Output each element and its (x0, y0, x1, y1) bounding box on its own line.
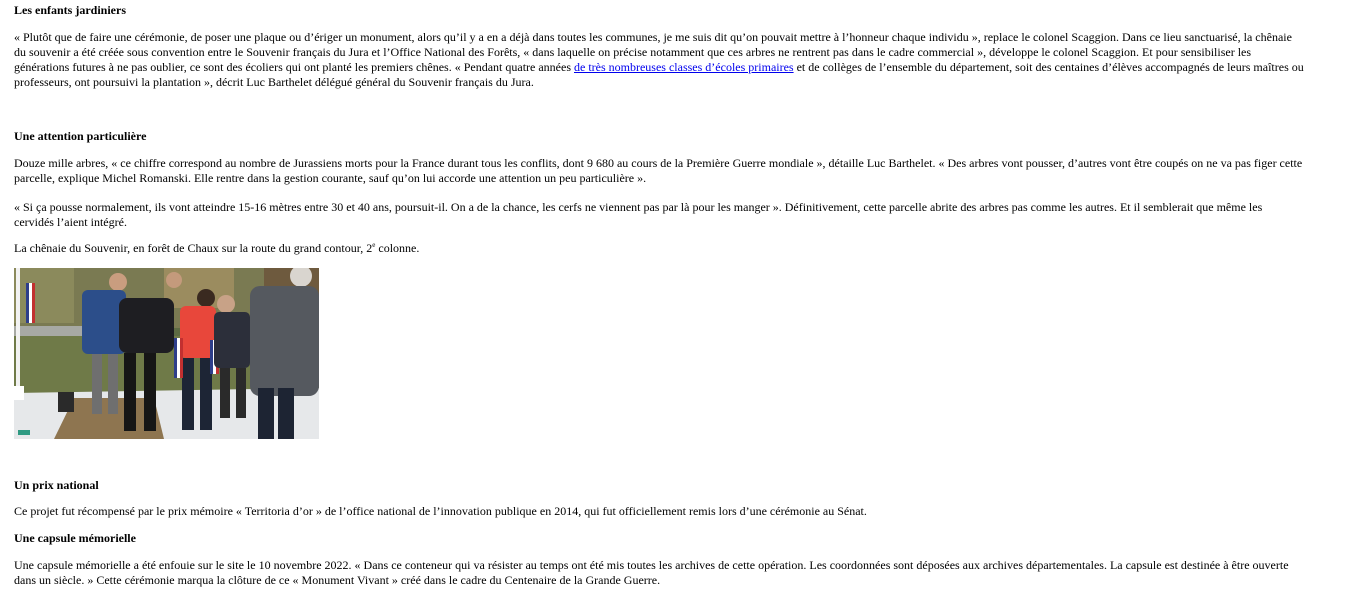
paragraph-attention-2: « Si ça pousse normalement, ils vont atteindre 15-16 mètres entre 30 et 40 ans, poursuit-il. On a de la chance, les cerfs ne viennent pas par là pour les manger ». Définitivement, cette parcelle abrite des arbres pas comme les autres. Et il semblerait que même les cervidés l’aient intégré. (14, 200, 1263, 229)
section-heading-capsule: Une capsule mémorielle (14, 531, 136, 545)
caption-text: colonne. (375, 241, 420, 255)
paragraph-attention-1: Douze mille arbres, « ce chiffre correspond au nombre de Jurassiens morts pour la France durant tous les conflits, dont 9 680 au cours de la Première Guerre mondiale », détaille Luc Barthelet. « Des arbres vont pousser, d’autres vont être coupés on ne va pas figer cette parcelle, explique Michel Romanski. Elle rentre dans la gestion courante, sauf qu’on lui accorde une attention un peu particulière ». (14, 156, 1303, 185)
section-heading-attention: Une attention particulière (14, 129, 147, 143)
paragraph-text: et de collèges de l’ensemble du département, soit des centaines d’élèves accompagnés de leurs maîtres ou professeurs, ont poursuivi la plantation », décrit Luc Barthelet délégué général du Souvenir français du Jura. (14, 60, 1304, 89)
paragraph-jardiniers (14, 30, 1304, 90)
caption-text: La chênaie du Souvenir, en forêt de Chaux sur la route du grand contour, 2 (14, 241, 373, 255)
caption-superscript: e (372, 241, 376, 249)
paragraph-capsule: Une capsule mémorielle a été enfouie sur le site le 10 novembre 2022. « Dans ce conteneur qui va résister au temps ont été mis toutes les archives de cette opération. Les coordonnées sont déposées aux archives départementales. La capsule est destinée à être ouverte dans un siècle. » Cette cérémonie marqua la clôture de ce « Monument Vivant » créé dans le cadre du Centenaire de la Grande Guerre. (14, 558, 1289, 587)
paragraph-text: « Plutôt que de faire une cérémonie, de poser une plaque ou d’ériger un monument, alors qu’il y a en a déjà dans toutes les communes, je me suis dit qu’on pouvait mettre à l’honneur chaque individu », replace le colonel Scaggion. Dans ce lieu sanctuarisé, la chênaie du souvenir a été créée sous convention entre le Souvenir français du Jura et l’Office National des Forêts, « dans laquelle on précise notamment que ces arbres ne rentrent pas dans le cadre commercial », développe le colonel Scaggion. Et pour sensibiliser les générations futures à ne pas oublier, ce sont des écoliers qui ont planté les premiers chênes. « Pendant quatre années (14, 30, 1292, 74)
paragraph-prix: Ce projet fut récompensé par le prix mémoire « Territoria d’or » de l’office national de l’innovation publique en 2014, qui fut officiellement remis lors d’une cérémonie au Sénat. (14, 504, 867, 518)
section-heading-prix: Un prix national (14, 478, 99, 492)
photo-caption (14, 241, 1304, 256)
section-heading-jardiniers: Les enfants jardiniers (14, 3, 126, 17)
schools-link[interactable]: de très nombreuses classes d’écoles primaires (574, 60, 794, 74)
ceremony-photo (14, 268, 319, 439)
ceremony-photo-illustration (14, 268, 319, 439)
